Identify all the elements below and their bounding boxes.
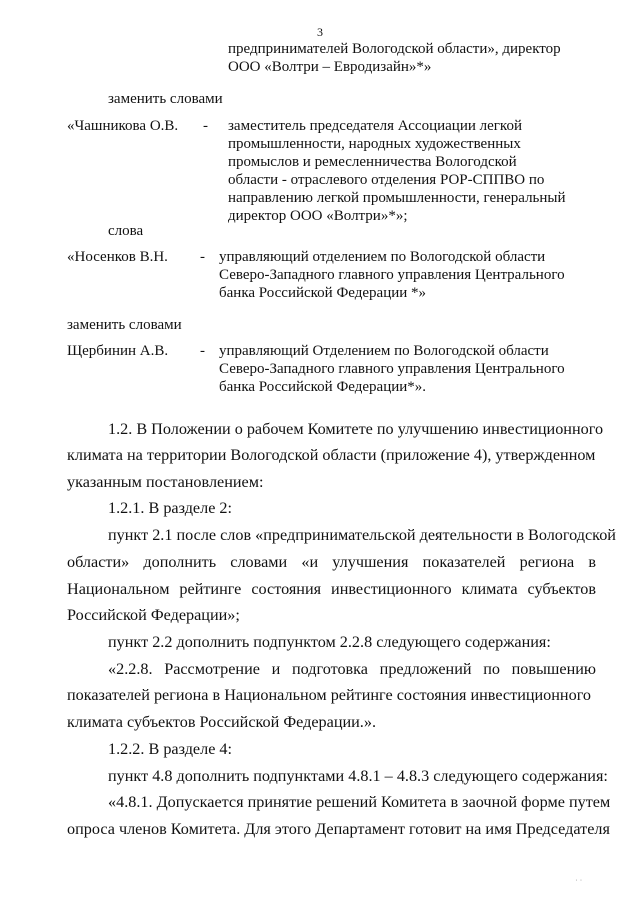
item-2-2-8-line-3: климата субъектов Российской Федерации.». — [67, 713, 376, 731]
words-label: слова — [108, 223, 144, 239]
section-1-2-line-3: указанным постановлением: — [67, 473, 264, 491]
entry3-dash: - — [200, 343, 205, 359]
item-4-8-1-line-1: «4.8.1. Допускается принятие решений Комитета в заочной форме путем — [108, 793, 611, 811]
entry1-dash: - — [203, 118, 208, 134]
entry1-name: «Чашникова О.В. — [67, 118, 179, 134]
item-2-2-8-line-1: «2.2.8. Рассмотрение и подготовка предложений по повышению — [108, 660, 596, 678]
point-2-1-line-2: области» дополнить словами «и улучшения показателей региона в — [67, 553, 596, 571]
entry2-line-3: банка Российской Федерации *» — [219, 285, 427, 301]
item-4-8-1-line-2: опроса членов Комитета. Для этого Департамент готовит на имя Председателя — [67, 820, 610, 838]
entry2-name: «Носенков В.Н. — [67, 249, 168, 265]
entry2-dash: - — [200, 249, 205, 265]
entry3-line-1: управляющий Отделением по Вологодской области — [219, 343, 549, 359]
block1-line-2: ООО «Волтри – Евродизайн»*» — [228, 59, 432, 75]
entry1-line-2: промышленности, народных художественных — [228, 136, 521, 152]
entry2-line-2: Северо-Западного главного управления Центрального — [219, 267, 565, 283]
entry3-name: Щербинин А.В. — [67, 343, 169, 359]
section-1-2-line-2: климата на территории Вологодской области (приложение 4), утвержденном — [67, 446, 596, 464]
point-2-2: пункт 2.2 дополнить подпунктом 2.2.8 следующего содержания: — [108, 633, 551, 651]
section-1-2-line-1: 1.2. В Положении о рабочем Комитете по улучшению инвестиционного — [108, 420, 604, 438]
item-2-2-8-line-2: показателей региона в Национальном рейтинге состояния инвестиционного — [67, 686, 592, 704]
entry1-line-6: директор ООО «Волтри»*»; — [228, 208, 408, 224]
replace-with-label-2: заменить словами — [67, 317, 182, 333]
block1-line-1: предпринимателей Вологодской области», директор — [228, 41, 561, 57]
point-2-1-line-1: пункт 2.1 после слов «предпринимательской деятельности в Вологодской — [108, 526, 616, 544]
point-4-8: пункт 4.8 дополнить подпунктами 4.8.1 – 4.8.3 следующего содержания: — [108, 767, 608, 785]
replace-with-label-1: заменить словами — [108, 91, 223, 107]
entry1-line-3: промыслов и ремесленничества Вологодской — [228, 154, 517, 170]
point-2-1-line-4: Российской Федерации»; — [67, 606, 240, 624]
entry3-line-2: Северо-Западного главного управления Центрального — [219, 361, 565, 377]
page-number: 3 — [317, 25, 323, 39]
scan-artifact-mark: ˙ ˙ — [575, 878, 583, 887]
entry3-line-3: банка Российской Федерации*». — [219, 379, 427, 395]
entry1-line-1: заместитель председателя Ассоциации легкой — [228, 118, 522, 134]
entry1-line-4: области - отраслевого отделения РОР-СППВО по — [228, 172, 545, 188]
section-1-2-1: 1.2.1. В разделе 2: — [108, 499, 233, 517]
section-1-2-2: 1.2.2. В разделе 4: — [108, 740, 233, 758]
entry1-line-5: направлению легкой промышленности, генеральный — [228, 190, 566, 206]
entry2-line-1: управляющий отделением по Вологодской области — [219, 249, 546, 265]
point-2-1-line-3: Национальном рейтинге состояния инвестиционного климата субъектов — [67, 580, 596, 598]
